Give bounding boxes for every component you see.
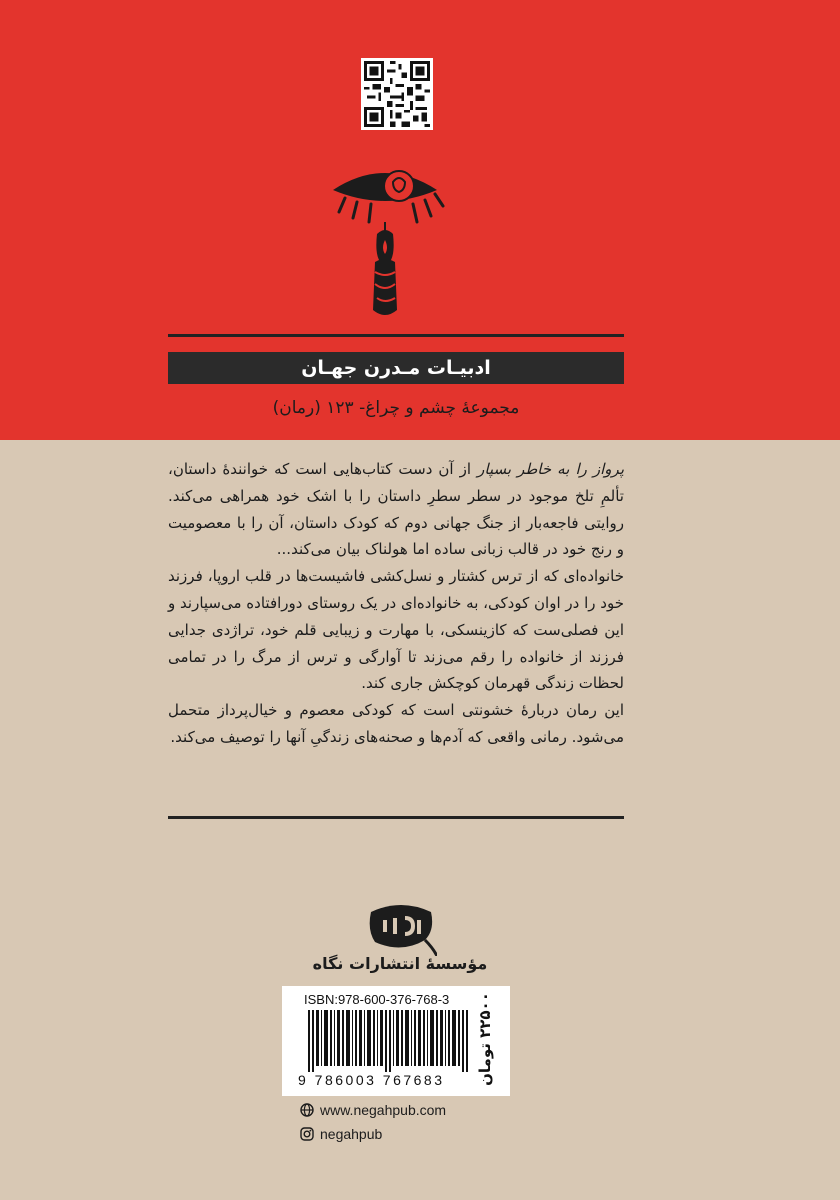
- globe-icon: [300, 1103, 314, 1117]
- eye-lamp-icon: [325, 160, 445, 320]
- instagram-text: negahpub: [320, 1126, 383, 1142]
- blurb-paragraph-3: این رمان دربارهٔ خشونتی است که کودکی معصوم و خیال‌پرداز متحمل می‌شود. رمانی واقعی که آدم‌ها و صحنه‌های زندگیِ آنها را توصیف می‌کند.: [168, 701, 624, 746]
- blurb-paragraph-2: خانواده‌ای که از ترس کشتار و نسل‌کشی فاشیست‌ها در قلب اروپا، فرزند خود را در اوان کودکی، به خانواده‌ای در یک روستای دورافتاده می‌سپارند و این فصلی‌ست که کازینسکی، با مهارت و زیبایی قلم خود، تراژدی جدایی فرزند از خانواده را رقم می‌زند تا آوارگی و ترس از مرگ را در تمامی لحظات زندگی قهرمان کوچکش جاری کند.: [168, 567, 624, 693]
- blurb-text: [168, 456, 624, 751]
- instagram-link[interactable]: [300, 1126, 382, 1142]
- barcode-digits: 9 786003 767683: [298, 1072, 445, 1088]
- bottom-rule: [168, 816, 624, 819]
- book-title: پرواز را به خاطر بسپار: [477, 460, 625, 478]
- series-subtitle: مجموعهٔ چشم و چراغ- ۱۲۳ (رمان): [272, 398, 520, 418]
- publisher-logo-icon: [365, 900, 437, 956]
- qr-code-icon[interactable]: [361, 58, 433, 130]
- publisher-name: مؤسسهٔ انتشارات نگاه: [312, 954, 488, 973]
- series-banner: ادبیـات مـدرن جهـان: [168, 352, 624, 384]
- price-text: ۲۲۵۰۰ تومان: [476, 992, 494, 1086]
- blurb-paragraph-1: پرواز را به خاطر بسپار از آن دست کتاب‌هایی است که خوانندهٔ داستان، تألمِ تلخ موجود در سطر سطرِ داستان را با اشک خود همراهی می‌کند. روایتی فاجعه‌بار از جنگ جهانی دوم که کودک داستان، آن را با معصومیت و رنج خود در قالب زبانی ساده اما هولناک بیان می‌کند...: [168, 460, 625, 559]
- website-link[interactable]: [300, 1102, 446, 1118]
- website-text: www.negahpub.com: [320, 1102, 447, 1118]
- top-rule: [168, 334, 624, 337]
- instagram-icon: [300, 1127, 314, 1141]
- isbn-label: ISBN:978-600-376-768-3: [304, 992, 450, 1007]
- price-tag: [460, 990, 510, 1094]
- barcode: [308, 1010, 468, 1072]
- isbn-barcode-box: [282, 986, 510, 1096]
